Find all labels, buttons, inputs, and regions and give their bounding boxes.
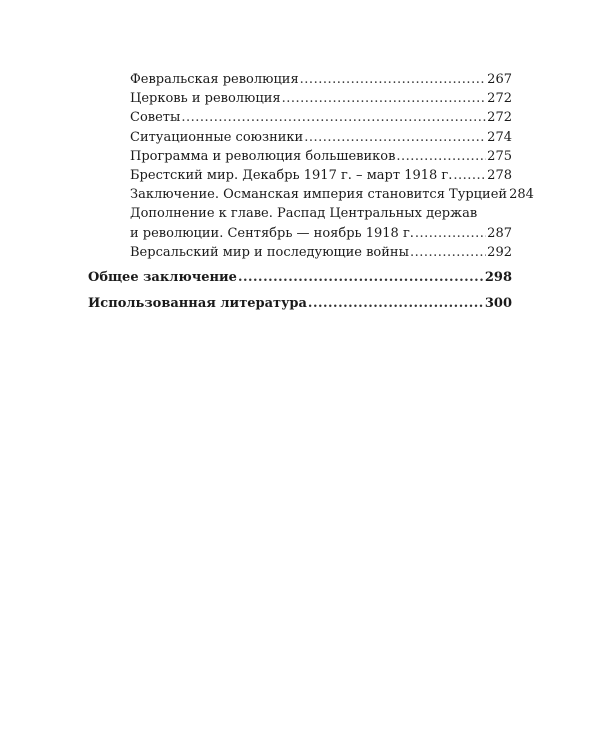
- toc-entry-title: Церковь и революция: [130, 91, 281, 107]
- dot-leader: [304, 128, 486, 147]
- dot-leader: [181, 108, 486, 127]
- toc-entry[interactable]: [88, 243, 512, 262]
- dot-leader: [308, 294, 484, 314]
- toc-entry-title: Общее заключение: [88, 269, 237, 285]
- toc-page-number: 267: [487, 72, 512, 87]
- toc-entry[interactable]: [88, 70, 512, 89]
- toc-entry[interactable]: [88, 128, 512, 147]
- toc-top-entry[interactable]: [88, 294, 512, 314]
- toc-page-number: 274: [487, 129, 512, 145]
- toc-entry[interactable]: [88, 185, 534, 204]
- toc-page-number: 292: [487, 244, 512, 260]
- toc-page-number: 278: [487, 167, 512, 183]
- toc-page-number: 300: [484, 295, 512, 311]
- dot-leader: [410, 243, 486, 262]
- toc-page-number: 287: [487, 225, 512, 241]
- dot-leader: [396, 147, 486, 166]
- toc-entry-title: Дополнение к главе. Распад Центральных держав: [130, 206, 478, 222]
- toc-entry[interactable]: [88, 89, 512, 108]
- toc-entry-title: Версальский мир и последующие войны: [130, 244, 409, 260]
- toc-page-number: 298: [484, 269, 512, 285]
- toc-entry[interactable]: [88, 166, 512, 185]
- dot-leader: [238, 268, 484, 288]
- dot-leader: [453, 166, 486, 185]
- toc-entry-title: Программа и революция большевиков: [130, 148, 396, 164]
- toc-page-number: 272: [487, 110, 512, 126]
- toc-entry-title: Брестский мир. Декабрь 1917 г. – март 1918 г.: [130, 167, 453, 183]
- toc-page-number: 275: [487, 148, 512, 164]
- toc-entry-title: Советы: [130, 110, 181, 126]
- toc-entry[interactable]: [88, 224, 512, 243]
- toc-entry-line1[interactable]: [88, 204, 512, 223]
- toc-entry-title: Использованная литература: [88, 295, 307, 311]
- toc-entry-title: Февральская революция: [130, 72, 299, 87]
- toc-entry[interactable]: [88, 147, 512, 166]
- dot-leader: [300, 70, 487, 89]
- table-of-contents: [88, 70, 534, 314]
- dot-leader: [282, 89, 487, 108]
- toc-entry-title: и революции. Сентябрь — ноябрь 1918 г.: [130, 225, 414, 241]
- dot-leader: [415, 224, 486, 243]
- toc-entry-title: Ситуационные союзники: [130, 129, 304, 145]
- toc-entry[interactable]: [88, 108, 512, 127]
- toc-entry-title: Заключение. Османская империя становится Турцией: [130, 187, 508, 203]
- toc-top-entry[interactable]: [88, 268, 512, 288]
- toc-page-number: 284: [509, 187, 534, 203]
- toc-page-number: 272: [487, 91, 512, 107]
